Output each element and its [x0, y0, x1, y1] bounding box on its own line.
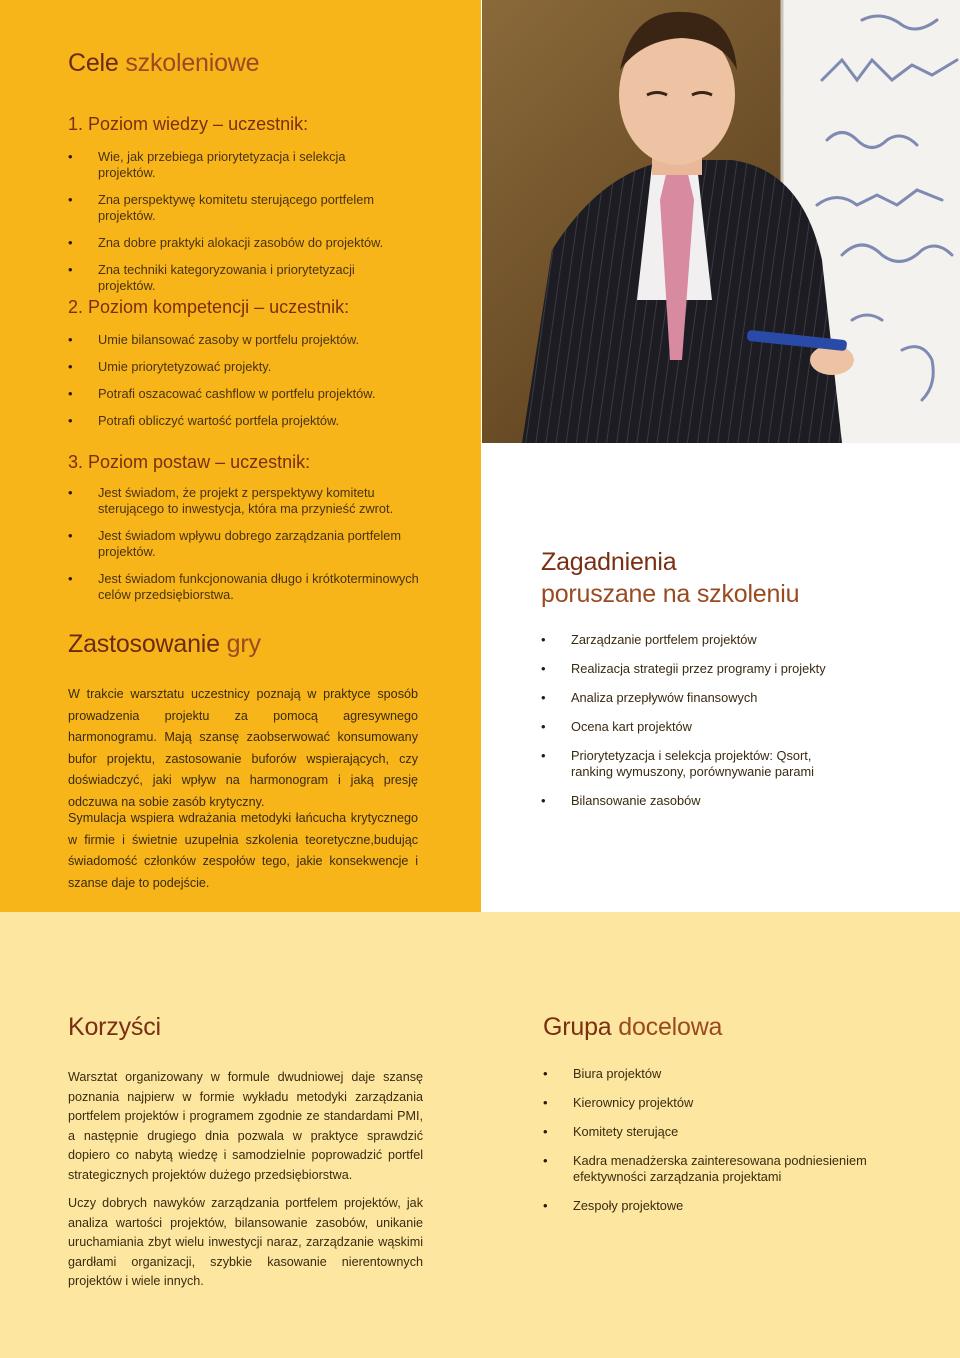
list-item: • Zna techniki kategoryzowania i priorytetyzacji projektów.: [68, 262, 398, 294]
level2-list: [68, 332, 448, 440]
cele-title-light: szkoleniowe: [125, 49, 260, 77]
list-item: • Umie bilansować zasoby w portfelu projektów.: [68, 332, 448, 348]
list-item: • Wie, jak przebiega priorytetyzacja i selekcja projektów.: [68, 149, 398, 181]
level1-list: [68, 149, 398, 305]
list-item: • Analiza przepływów finansowych: [541, 690, 851, 706]
grupa-title: [543, 1012, 722, 1042]
list-item: • Jest świadom funkcjonowania długo i krótkoterminowych celów przedsiębiorstwa.: [68, 571, 438, 603]
list-item: • Potrafi oszacować cashflow w portfelu projektów.: [68, 386, 448, 402]
list-item: • Ocena kart projektów: [541, 719, 851, 735]
level3-heading: 3. Poziom postaw – uczestnik:: [68, 452, 311, 472]
zagadnienia-title-light: poruszane na szkoleniu: [541, 580, 800, 608]
zastosowanie-paragraph-1: W trakcie warsztatu uczestnicy poznają w praktyce sposób prowadzenia projektu za pomocą agresywnego harmonogramu. Mają szansę zaobserwować konsumowany bufor projektu, zastosowanie buforów wspierających, czy doświadczyć, jaki wpływ na harmonogram i jaką presję odczuwa na sobie zasób krytyczny.: [68, 687, 418, 809]
zagadnienia-title-bold: Zagadnienia: [541, 548, 677, 576]
list-item: • Zna dobre praktyki alokacji zasobów do projektów.: [68, 235, 398, 251]
list-item: • Zarządzanie portfelem projektów: [541, 632, 851, 648]
cele-title: [68, 48, 259, 78]
level3-list: [68, 485, 438, 614]
korzysci-paragraph-2: Uczy dobrych nawyków zarządzania portfelem projektów, jak analiza wartości projektów, bilansowanie zasobów, unikanie uruchamiania zbyt wielu inwestycji naraz, zarządzanie wąskimi gardłami organizacji, szybkie kasowanie nierentownych projektów i wiele innych.: [68, 1196, 423, 1289]
list-item: • Realizacja strategii przez programy i projekty: [541, 661, 851, 677]
korzysci-paragraph-1: Warsztat organizowany w formule dwudniowej daje szansę poznania najpierw w formie wykładu metodyki zarządzania portfelem projektów i programem zgodnie ze standardami PMI, a następnie drugiego dnia pozwala w praktyce sprawdzić dopiero co nabytą wiedzę i samodzielnie poprowadzić portfel strategicznych projektów dużego przedsiębiorstwa.: [68, 1070, 423, 1182]
korzysci-title: Korzyści: [68, 1013, 161, 1041]
list-item: • Komitety sterujące: [543, 1124, 883, 1140]
list-item: • Zespoły projektowe: [543, 1198, 883, 1214]
list-item: • Biura projektów: [543, 1066, 883, 1082]
list-item: • Potrafi obliczyć wartość portfela projektów.: [68, 413, 448, 429]
cele-title-bold: Cele: [68, 49, 119, 77]
zastosowanie-paragraph-2: Symulacja wspiera wdrażania metodyki łańcucha krytycznego w firmie i świetnie uzupełnia szkolenia teoretyczne,budując świadomość członków zespołów tego, jakie konsekwencje i szanse daje to podejście.: [68, 811, 418, 890]
grupa-list: [543, 1066, 883, 1227]
list-item: • Jest świadom wpływu dobrego zarządzania portfelem projektów.: [68, 528, 438, 560]
level1-heading: 1. Poziom wiedzy – uczestnik:: [68, 114, 309, 134]
presenter-photo: [482, 0, 960, 443]
grupa-title-bold: Grupa: [543, 1013, 612, 1041]
list-item: • Kadra menadżerska zainteresowana podniesieniem efektywności zarządzania projektami: [543, 1153, 883, 1185]
list-item: • Zna perspektywę komitetu sterującego portfelem projektów.: [68, 192, 398, 224]
list-item: • Bilansowanie zasobów: [541, 793, 851, 809]
level2-heading: 2. Poziom kompetencji – uczestnik:: [68, 297, 350, 317]
list-item: • Priorytetyzacja i selekcja projektów: Qsort, ranking wymuszony, porównywanie parami: [541, 748, 851, 780]
grupa-title-light: docelowa: [618, 1013, 723, 1041]
list-item: • Jest świadom, że projekt z perspektywy komitetu sterującego to inwestycja, która ma przynieść zwrot.: [68, 485, 438, 517]
zastosowanie-title-light: gry: [226, 630, 261, 658]
zagadnienia-title: [541, 546, 799, 610]
list-item: • Kierownicy projektów: [543, 1095, 883, 1111]
list-item: • Umie priorytetyzować projekty.: [68, 359, 448, 375]
zagadnienia-list: [541, 632, 851, 822]
zastosowanie-title-bold: Zastosowanie: [68, 630, 220, 658]
zastosowanie-title: [68, 629, 261, 659]
